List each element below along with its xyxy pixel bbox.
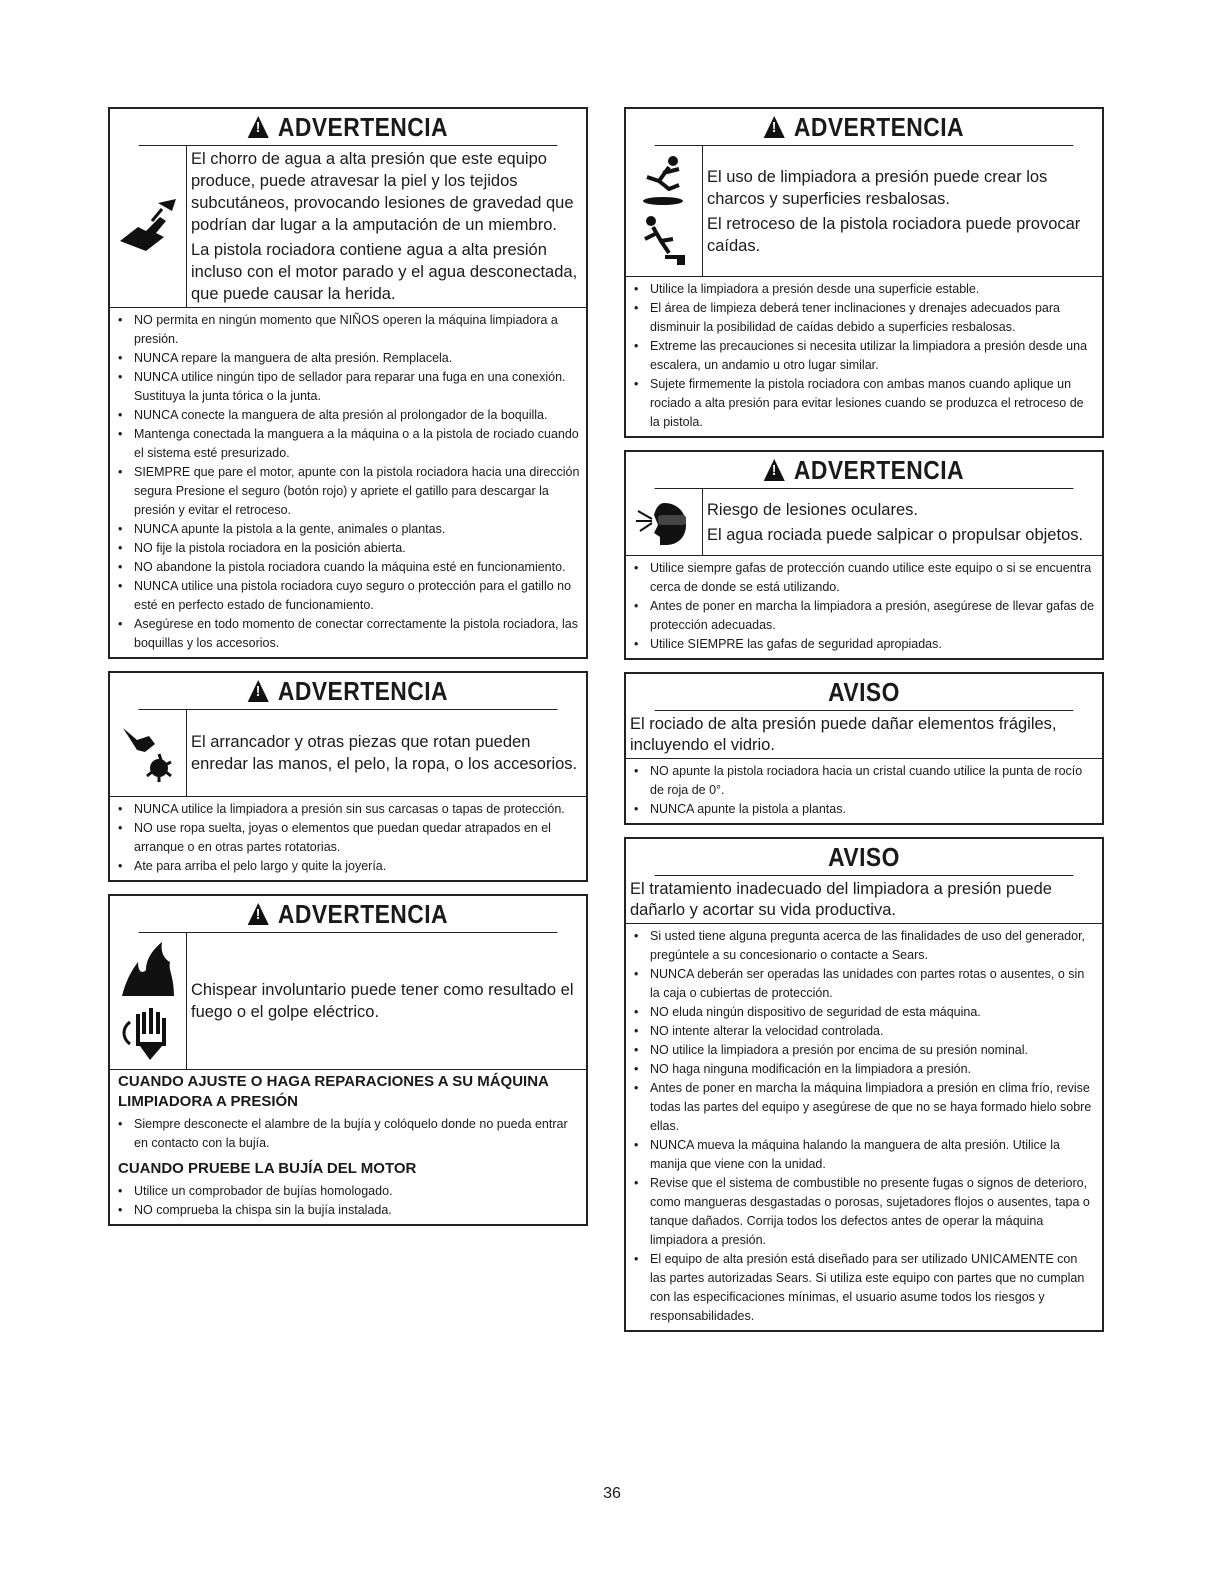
list-item: • NO eluda ningún dispositivo de seguridad de esta máquina. — [634, 1003, 1096, 1022]
warning-slip-fall — [624, 107, 1104, 438]
hazard-text: El uso de limpiadora a presión puede crear los charcos y superficies resbalosas. El retroceso de la pistola rociadora puede provocar caídas. — [707, 167, 1081, 255]
hazard-text: Riesgo de lesiones oculares. El agua rociada puede salpicar o propulsar objetos. — [707, 500, 1084, 544]
list-item: • NUNCA utilice la limpiadora a presión sin sus carcasas o tapas de protección. — [118, 800, 580, 819]
high-pressure-hand-icon — [110, 146, 187, 307]
notice-improper-treatment — [624, 837, 1104, 1332]
bullet-list — [110, 797, 586, 880]
warning-eye-injury — [624, 450, 1104, 660]
hazard-panel — [110, 146, 586, 308]
list-item: • NUNCA deberán ser operadas las unidades con partes rotas o ausentes, o sin la caja o cubiertas de protección. — [634, 965, 1096, 1003]
slip-fall-icon — [626, 146, 703, 276]
list-item: • Mantenga conectada la manguera a la máquina o a la pistola de rociado cuando el sistema esté presurizado. — [118, 425, 580, 463]
list-item: • Si usted tiene alguna pregunta acerca de las finalidades de uso del generador, pregúntele a su concesionario o contacte a Sears. — [634, 927, 1096, 965]
notice-text: El tratamiento inadecuado del limpiadora a presión puede dañarlo y acortar su vida productiva. — [626, 876, 1102, 924]
hazard-panel — [110, 710, 586, 797]
list-item: • Extreme las precauciones si necesita utilizar la limpiadora a presión desde una escalera, un andamio u otro lugar similar. — [634, 337, 1096, 375]
list-item: • NUNCA mueva la máquina halando la manguera de alta presión. Utilice la manija que viene con la unidad. — [634, 1136, 1096, 1174]
eye-protection-icon — [626, 489, 703, 555]
list-item: • Utilice un comprobador de bujías homologado. — [118, 1182, 580, 1201]
right-column — [624, 107, 1104, 1344]
list-item: • NUNCA utilice una pistola rociadora cuyo seguro o protección para el gatillo no esté en perfecto estado de funcionamiento. — [118, 577, 580, 615]
list-item: • NO use ropa suelta, joyas o elementos que puedan quedar atrapados en el arranque o en otras partes rotatorias. — [118, 819, 580, 857]
slip-icon — [639, 155, 689, 207]
list-item: • El equipo de alta presión está diseñado para ser utilizado UNICAMENTE con las partes autorizadas Sears. Si utiliza este equipo con partes que no cumplan con las especificaciones mínimas, el usuario asume todos los riesgos y responsabilidades. — [634, 1250, 1096, 1326]
list-item: • NO fije la pistola rociadora en la posición abierta. — [118, 539, 580, 558]
warning-title: !ADVERTENCIA — [655, 109, 1074, 146]
warning-high-pressure — [108, 107, 588, 659]
fall-icon — [639, 213, 689, 267]
list-item: • SIEMPRE que pare el motor, apunte con la pistola rociadora hacia una dirección segura Presione el seguro (botón rojo) y apriete el gatillo para descargar la presión y evitar el retroceso. — [118, 463, 580, 520]
bullet-list — [626, 277, 1102, 436]
list-item: • NO permita en ningún momento que NIÑOS operen la máquina limpiadora a presión. — [118, 311, 580, 349]
list-item: • Utilice siempre gafas de protección cuando utilice este equipo o si se encuentra cerca de donde se está utilizando. — [634, 559, 1096, 597]
list-item: • NUNCA apunte la pistola a la gente, animales o plantas. — [118, 520, 580, 539]
warning-title: !ADVERTENCIA — [655, 452, 1074, 489]
list-item: • NO apunte la pistola rociadora hacia un cristal cuando utilice la punta de rocío de roja de 0°. — [634, 762, 1096, 800]
hazard-panel — [626, 489, 1102, 556]
electric-shock-icon — [120, 1004, 176, 1062]
bullet-list — [110, 1112, 586, 1157]
list-item: • Utilice la limpiadora a presión desde una superficie estable. — [634, 280, 1096, 299]
left-column — [108, 107, 588, 1238]
warning-title: !ADVERTENCIA — [139, 109, 558, 146]
warning-triangle-icon — [248, 903, 269, 925]
warning-fire-shock — [108, 894, 588, 1226]
list-item: • Utilice SIEMPRE las gafas de seguridad apropiadas. — [634, 635, 1096, 654]
hazard-text: Chispear involuntario puede tener como resultado el fuego o el golpe eléctrico. — [191, 981, 574, 1021]
warning-triangle-icon — [248, 116, 269, 138]
list-item: • Ate para arriba el pelo largo y quite la joyería. — [118, 857, 580, 876]
hazard-panel — [626, 146, 1102, 277]
list-item: • Sujete firmemente la pistola rociadora con ambas manos cuando aplique un rociado a alta presión para evitar lesiones cuando se produzca el retroceso de la pistola. — [634, 375, 1096, 432]
list-item: • El área de limpieza deberá tener inclinaciones y drenajes adecuados para disminuir la posibilidad de caídas debido a superficies resbalosas. — [634, 299, 1096, 337]
fire-shock-icon — [110, 933, 187, 1069]
list-item: • NO abandone la pistola rociadora cuando la máquina esté en funcionamiento. — [118, 558, 580, 577]
warning-title: !ADVERTENCIA — [139, 896, 558, 933]
list-item: • Revise que el sistema de combustible no presente fugas o signos de deterioro, como mangueras desgastadas o porosas, sujetadores flojos o ausentes, tapa o tanque dañados. Corrija todos los defectos antes de operar la máquina limpiadora a presión. — [634, 1174, 1096, 1250]
fire-icon — [118, 940, 178, 998]
bullet-list — [110, 308, 586, 657]
warning-triangle-icon — [764, 116, 785, 138]
hazard-text: El chorro de agua a alta presión que este equipo produce, puede atravesar la piel y los tejidos subcutáneos, provocando lesiones de gravedad que podrían dar lugar a la amputación de un miembro. La pistola rociadora contiene agua a alta presión incluso con el motor parado y el agua desconectada, que puede causar la herida. — [191, 150, 578, 303]
hazard-panel — [110, 933, 586, 1070]
list-item: • NUNCA conecte la manguera de alta presión al prolongador de la boquilla. — [118, 406, 580, 425]
bullet-list — [626, 759, 1102, 823]
list-item: • NUNCA utilice ningún tipo de sellador para reparar una fuga en una conexión. Sustituya la junta tórica o la junta. — [118, 368, 580, 406]
list-item: • NO haga ninguna modificación en la limpiadora a presión. — [634, 1060, 1096, 1079]
list-item: • Antes de poner en marcha la limpiadora a presión, asegúrese de llevar gafas de protección adecuadas. — [634, 597, 1096, 635]
list-item: • Antes de poner en marcha la máquina limpiadora a presión en clima frío, revise todas las partes del equipo y asegúrese de que no se haya formado hielo sobre ellas. — [634, 1079, 1096, 1136]
warning-title: !ADVERTENCIA — [139, 673, 558, 710]
entanglement-icon — [110, 710, 187, 796]
bullet-list — [110, 1179, 586, 1224]
section-subheading: CUANDO PRUEBE LA BUJÍA DEL MOTOR — [118, 1160, 417, 1177]
list-item: • Siempre desconecte el alambre de la bujía y colóquelo donde no pueda entrar en contacto con la bujía. — [118, 1115, 580, 1153]
list-item: • NO intente alterar la velocidad controlada. — [634, 1022, 1096, 1041]
notice-title: AVISO — [655, 674, 1074, 711]
list-item: • Asegúrese en todo momento de conectar correctamente la pistola rociadora, las boquillas y los accesorios. — [118, 615, 580, 653]
hazard-text: El arrancador y otras piezas que rotan pueden enredar las manos, el pelo, la ropa, o los accesorios. — [191, 733, 578, 773]
notice-text: El rociado de alta presión puede dañar elementos frágiles, incluyendo el vidrio. — [626, 711, 1102, 759]
warning-triangle-icon — [248, 680, 269, 702]
list-item: • NO utilice la limpiadora a presión por encima de su presión nominal. — [634, 1041, 1096, 1060]
bullet-list — [626, 924, 1102, 1330]
notice-title: AVISO — [655, 839, 1074, 876]
page-number: 36 — [603, 1485, 621, 1502]
list-item: • NUNCA apunte la pistola a plantas. — [634, 800, 1096, 819]
list-item: • NUNCA repare la manguera de alta presión. Remplacela. — [118, 349, 580, 368]
list-item: • NO comprueba la chispa sin la bujía instalada. — [118, 1201, 580, 1220]
warning-triangle-icon — [764, 459, 785, 481]
bullet-list — [626, 556, 1102, 658]
notice-fragile-items — [624, 672, 1104, 825]
warning-entanglement — [108, 671, 588, 882]
section-subheading: CUANDO AJUSTE O HAGA REPARACIONES A SU MÁQUINA LIMPIADORA A PRESIÓN — [118, 1073, 549, 1110]
